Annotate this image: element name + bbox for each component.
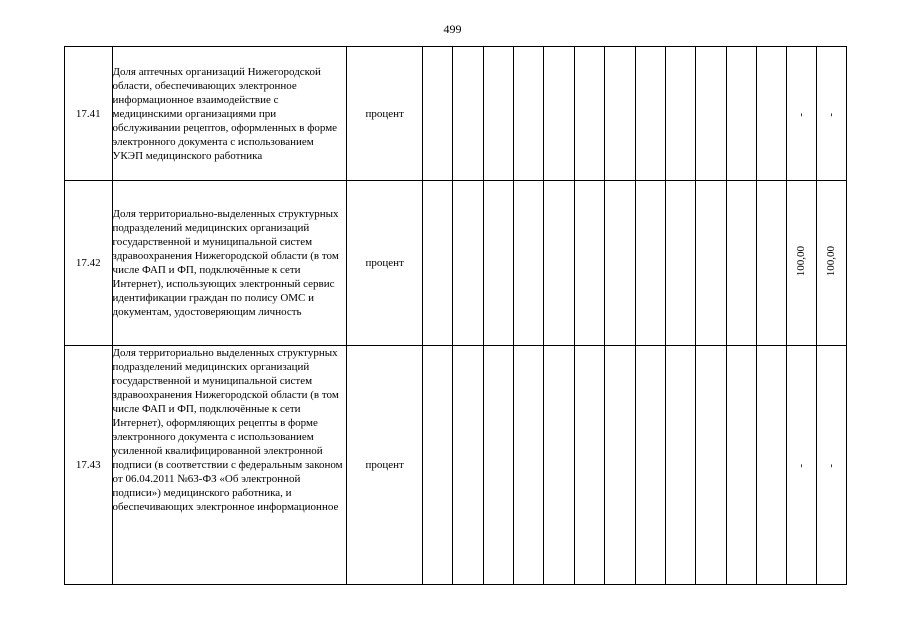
value-cell (787, 47, 816, 181)
value-cell (816, 346, 846, 585)
empty-cell (605, 346, 635, 585)
empty-cell (635, 346, 665, 585)
empty-cell (756, 47, 786, 181)
empty-cell (483, 181, 513, 346)
empty-cell (423, 346, 453, 585)
empty-cell (453, 47, 483, 181)
empty-cell (544, 346, 574, 585)
value-cell (816, 181, 846, 346)
empty-cell (605, 47, 635, 181)
value-text: - (795, 112, 808, 117)
empty-cell (756, 181, 786, 346)
unit-cell: процент (347, 47, 423, 181)
empty-cell (514, 181, 544, 346)
empty-cell (453, 181, 483, 346)
value-cell (787, 346, 816, 585)
indicator-name: Доля территориально выделенных структурных подразделений медицинских организаций государственной и муниципальной систем здравоохранения Нижегородской области (в том числе ФАП и ФП, подключённые к сети Интернет), оформляющих рецепты в форме электронного документа с использованием усиленной квалифицированной электронной подписи (в соответствии с федеральным законом от 06.04.2011 №63-ФЗ «Об электронной подписи») медицинского работника, и обеспечивающих электронное информационное (112, 346, 347, 585)
empty-cell (696, 346, 726, 585)
value-text: 100,00 (795, 245, 808, 277)
unit-cell: процент (347, 346, 423, 585)
value-text: - (825, 464, 838, 468)
empty-cell (514, 346, 544, 585)
empty-cell (635, 47, 665, 181)
row-number: 17.43 (65, 346, 113, 585)
row-number: 17.42 (65, 181, 113, 346)
empty-cell (574, 181, 604, 346)
value-cell (816, 47, 846, 181)
empty-cell (514, 47, 544, 181)
indicator-name: Доля территориально-выделенных структурных подразделений медицинских организаций государственной и муниципальной систем здравоохранения Нижегородской области (в том числе ФАП и ФП, подключённые к сети Интернет), использующих электронный сервис идентификации граждан по полису ОМС и документам, удостоверяющим личность (112, 181, 347, 346)
indicator-name: Доля аптечных организаций Нижегородской области, обеспечивающих электронное информационное взаимодействие с медицинскими организациями при обслуживании рецептов, оформленных в форме электронного документа с использованием УКЭП медицинского работника (112, 47, 347, 181)
value-cell (787, 181, 816, 346)
empty-cell (665, 181, 695, 346)
page-number: 499 (443, 22, 462, 36)
empty-cell (483, 346, 513, 585)
empty-cell (635, 181, 665, 346)
empty-cell (605, 181, 635, 346)
empty-cell (726, 181, 756, 346)
empty-cell (544, 47, 574, 181)
value-text: 100,00 (825, 245, 838, 277)
empty-cell (756, 346, 786, 585)
empty-cell (665, 346, 695, 585)
value-text: - (795, 464, 808, 468)
empty-cell (726, 346, 756, 585)
table-row (65, 181, 847, 346)
empty-cell (574, 47, 604, 181)
empty-cell (483, 47, 513, 181)
value-text: - (825, 112, 838, 117)
empty-cell (696, 47, 726, 181)
unit-cell: процент (347, 181, 423, 346)
table-row (65, 47, 847, 181)
empty-cell (726, 47, 756, 181)
empty-cell (574, 346, 604, 585)
row-number: 17.41 (65, 47, 113, 181)
empty-cell (453, 346, 483, 585)
indicators-table (64, 46, 847, 585)
empty-cell (423, 47, 453, 181)
empty-cell (696, 181, 726, 346)
empty-cell (665, 47, 695, 181)
empty-cell (544, 181, 574, 346)
table-row (65, 346, 847, 585)
empty-cell (423, 181, 453, 346)
